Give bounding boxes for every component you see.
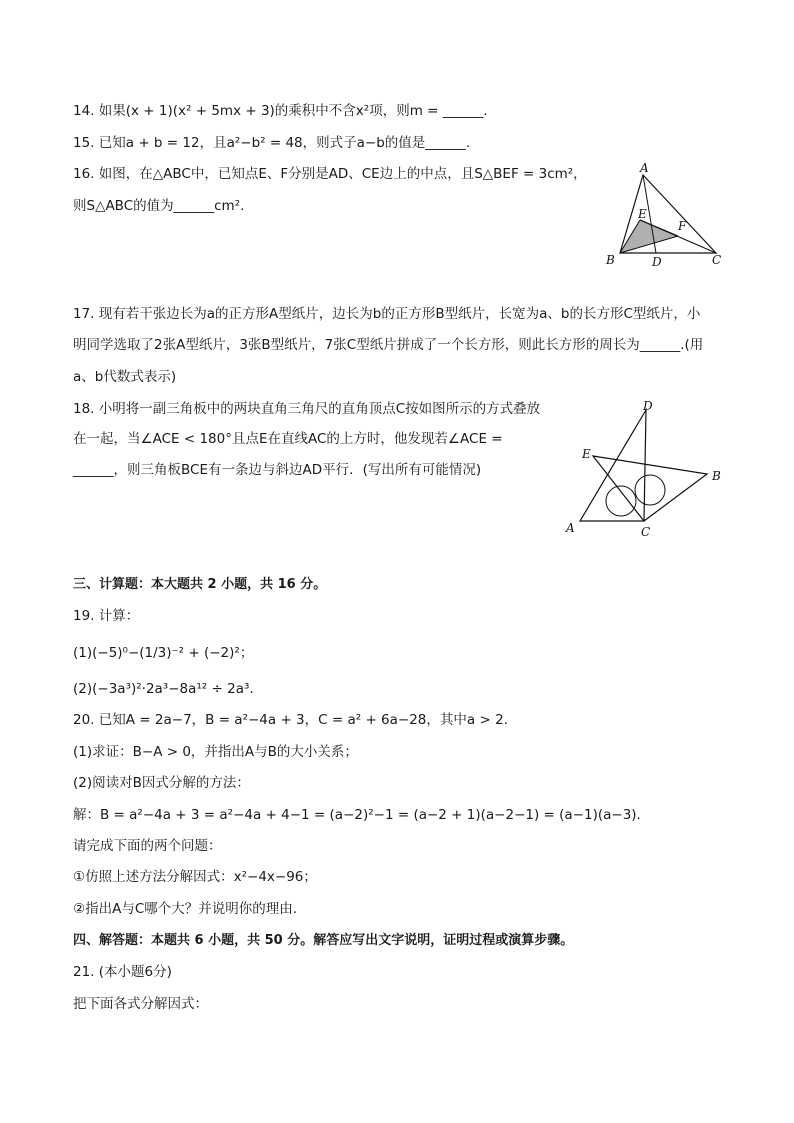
label-c: C — [712, 253, 722, 267]
label-e: E — [638, 207, 647, 221]
section-3-heading: 三、计算题：本大题共 2 小题，共 16 分。 — [73, 577, 327, 592]
q19-part-2: (2)(−3a³)²·2a³−8a¹² ÷ 2a³. — [73, 681, 254, 697]
q20-solution: 解：B = a²−4a + 3 = a²−4a + 4−1 = (a−2)²−1 = (a−2 + 1)(a−2−1) = (a−1)(a−3). — [73, 807, 641, 823]
q18-line-2: 在一起，当∠ACE < 180°且点E在直线AC的上方时，他发现若∠ACE = — [73, 431, 503, 447]
q20-part-2: (2)阅读对B因式分解的方法： — [73, 775, 250, 791]
q17-line-1: 17. 现有若干张边长为a的正方形A型纸片，边长为b的正方形B型纸片，长宽为a、b的长方形C型纸片，小 — [73, 306, 701, 322]
q16-triangle-figure — [598, 160, 728, 272]
label-b: B — [712, 469, 721, 483]
q19-line: 19. 计算： — [73, 608, 140, 624]
q18-line-1: 18. 小明将一副三角板中的两块直角三角尺的直角顶点C按如图所示的方式叠放 — [73, 401, 541, 417]
q16-line-2: 则S△ABC的值为______cm². — [73, 198, 245, 214]
label-a: A — [640, 161, 649, 175]
q17-line-2: 明同学选取了2张A型纸片，3张B型纸片，7张C型纸片拼成了一个长方形，则此长方形的周长为______.(用 — [73, 337, 704, 353]
q15-line: 15. 已知a + b = 12，且a²−b² = 48，则式子a−b的值是______. — [73, 135, 471, 151]
q21-text: 把下面各式分解因式： — [73, 996, 208, 1012]
q14-line: 14. 如果(x + 1)(x² + 5mx + 3)的乘积中不含x²项，则m = ______. — [73, 103, 488, 119]
section-4-heading: 四、解答题：本题共 6 小题，共 50 分。解答应写出文字说明，证明过程或演算步骤。 — [73, 933, 574, 948]
q20-ask: 请完成下面的两个问题： — [73, 838, 222, 854]
q21-line: 21. (本小题6分) — [73, 964, 172, 980]
q16-line-1: 16. 如图，在△ABC中，已知点E、F分别是AD、CE边上的中点，且S△BEF = 3cm²， — [73, 166, 587, 182]
label-e: E — [582, 447, 591, 461]
q20-part-1: (1)求证：B−A > 0，并指出A与B的大小关系； — [73, 744, 358, 760]
q20-subquestion-1: ①仿照上述方法分解因式：x²−4x−96； — [73, 869, 317, 885]
right-angle-arc-2 — [635, 475, 665, 505]
label-d: D — [652, 255, 662, 269]
q17-line-3: a、b代数式表示) — [73, 369, 177, 385]
q19-part-1: (1)(−5)⁰−(1/3)⁻² + (−2)²； — [73, 645, 254, 661]
label-d: D — [643, 399, 653, 413]
q18-set-squares-figure — [562, 398, 732, 543]
q20-line: 20. 已知A = 2a−7，B = a²−4a + 3，C = a² + 6a−28，其中a > 2. — [73, 712, 508, 728]
label-c: C — [641, 525, 651, 539]
label-f: F — [678, 219, 687, 233]
q20-subquestion-2: ②指出A与C哪个大？并说明你的理由. — [73, 901, 298, 917]
label-b: B — [606, 253, 615, 267]
right-angle-arc-1 — [606, 486, 636, 516]
label-a: A — [566, 521, 575, 535]
q18-line-3: ______，则三角板BCE有一条边与斜边AD平行．(写出所有可能情况) — [73, 462, 482, 478]
